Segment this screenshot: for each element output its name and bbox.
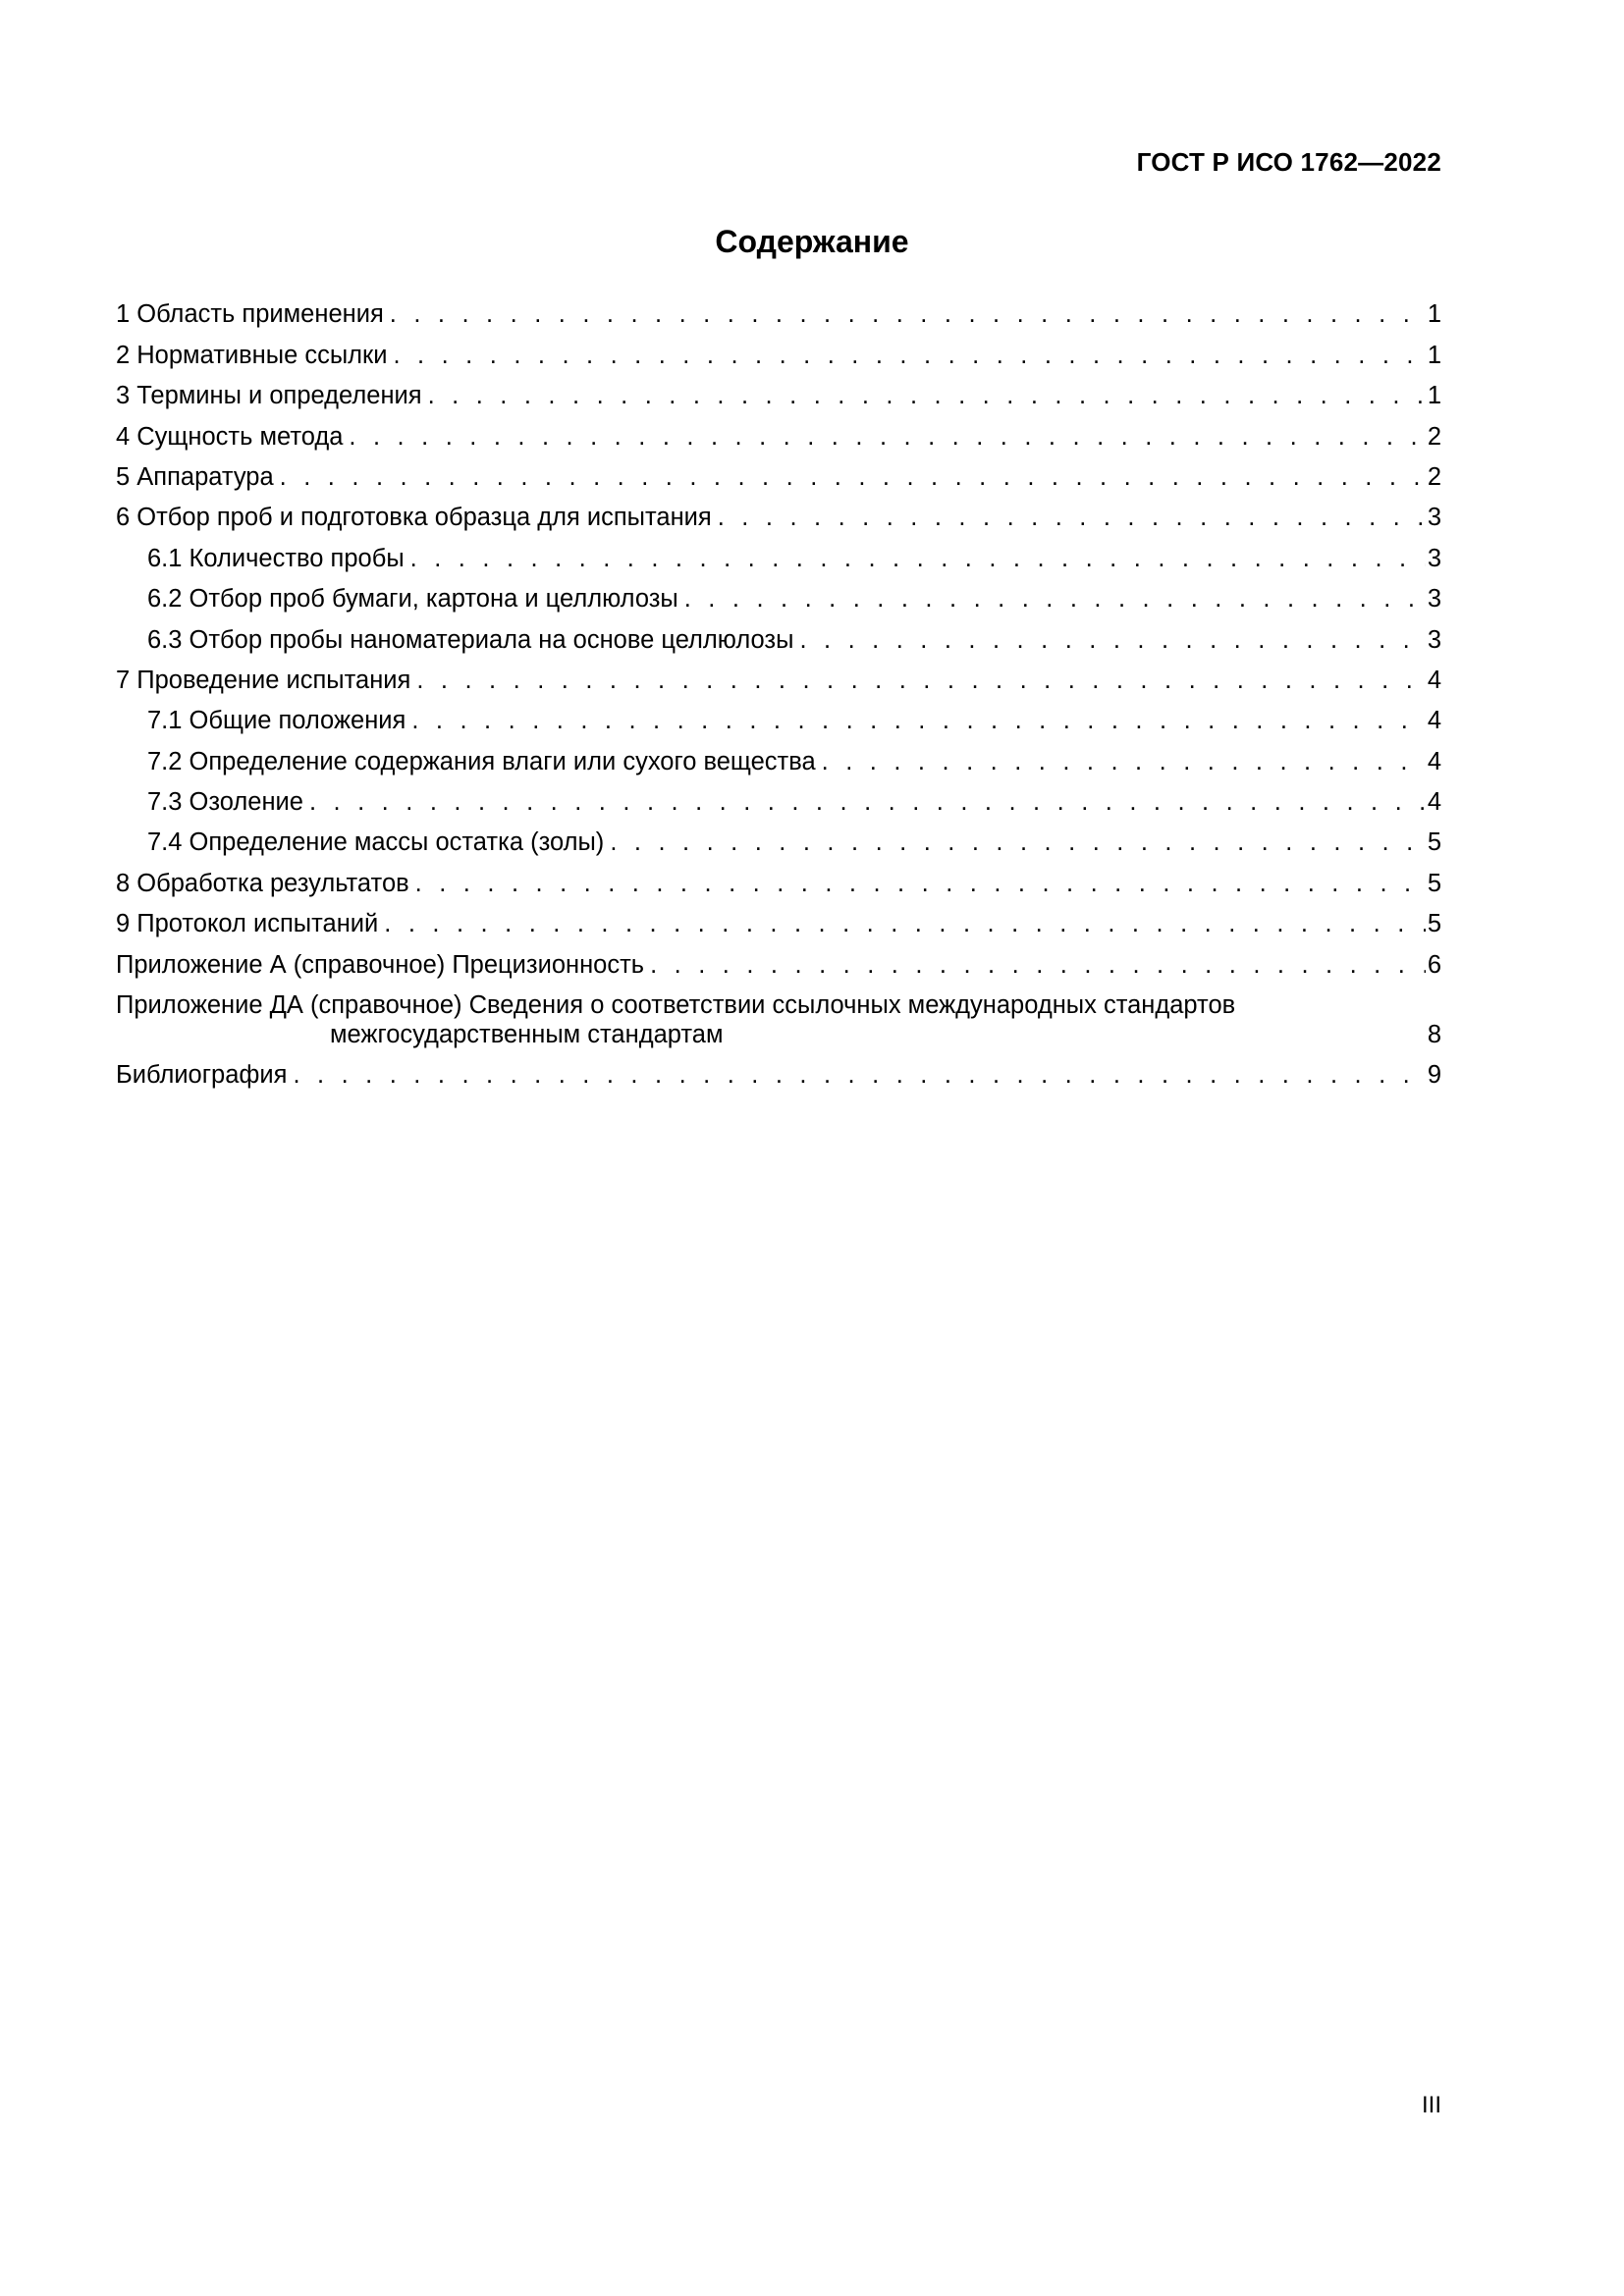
toc-entry-sampling[interactable]: [116, 491, 1441, 531]
toc-entry-page: 3: [1427, 625, 1441, 654]
toc-entry-page: 4: [1427, 747, 1441, 775]
toc-dot-leader: [428, 382, 1426, 409]
toc-entry-label: 5 Аппаратура: [116, 462, 274, 491]
table-of-contents: [116, 288, 1441, 1089]
toc-entry-label: 7 Проведение испытания: [116, 666, 411, 694]
toc-entry-page: 4: [1427, 666, 1441, 694]
toc-dot-leader: [393, 342, 1425, 369]
toc-entry-label-line1: Приложение ДА (справочное) Сведения о соответствии ссылочных международных стандартов: [116, 991, 1236, 1020]
toc-entry-page: 6: [1427, 950, 1441, 979]
toc-title: Содержание: [715, 224, 909, 259]
toc-entry-page: 1: [1427, 300, 1441, 329]
toc-entry-label: 2 Нормативные ссылки: [116, 341, 388, 369]
toc-dot-leader: [384, 910, 1426, 937]
toc-entry-principle[interactable]: [116, 409, 1441, 450]
toc-entry-annex-da[interactable]: [116, 979, 1441, 1048]
toc-dot-leader: [280, 463, 1426, 491]
toc-dot-leader: [415, 870, 1426, 897]
toc-entry-page: 4: [1427, 707, 1441, 735]
toc-entry-residue-mass[interactable]: [116, 816, 1441, 856]
toc-dot-leader: [650, 951, 1426, 979]
toc-dot-leader: [411, 707, 1425, 734]
toc-entry-bibliography[interactable]: [116, 1048, 1441, 1089]
toc-entry-label: 7.2 Определение содержания влаги или сухого вещества: [147, 747, 816, 775]
toc-entry-label: 9 Протокол испытаний: [116, 910, 379, 938]
toc-entry-page: 1: [1427, 341, 1441, 369]
toc-dot-leader: [349, 423, 1425, 451]
toc-entry-label: 7.4 Определение массы остатка (золы): [147, 828, 605, 857]
toc-entry-page: 5: [1427, 869, 1441, 897]
toc-entry-page: 3: [1427, 544, 1441, 572]
toc-dot-leader: [799, 626, 1425, 654]
toc-entry-test-report[interactable]: [116, 897, 1441, 937]
toc-entry-moisture[interactable]: [116, 734, 1441, 774]
toc-entry-label: Приложение А (справочное) Прецизионность: [116, 950, 645, 979]
toc-dot-leader: [309, 788, 1426, 816]
toc-dot-leader: [610, 828, 1426, 856]
toc-entry-scope[interactable]: [116, 288, 1441, 328]
toc-entry-label: 3 Термины и определения: [116, 382, 422, 410]
toc-entry-page: 5: [1427, 910, 1441, 938]
toc-entry-label: 6.1 Количество пробы: [147, 544, 405, 572]
toc-entry-sampling-nanomaterial[interactable]: [116, 613, 1441, 653]
toc-entry-label: 6 Отбор проб и подготовка образца для испытания: [116, 504, 712, 532]
toc-entry-page: 9: [1427, 1061, 1441, 1090]
toc-dot-leader: [293, 1061, 1425, 1089]
toc-entry-label: Библиография: [116, 1061, 288, 1090]
toc-entry-label: 6.2 Отбор проб бумаги, картона и целлюлозы: [147, 585, 678, 614]
toc-entry-page: 3: [1427, 585, 1441, 614]
toc-entry-page: 2: [1427, 462, 1441, 491]
toc-entry-page: 3: [1427, 504, 1441, 532]
toc-entry-label: 8 Обработка результатов: [116, 869, 409, 897]
toc-entry-sample-quantity[interactable]: [116, 531, 1441, 571]
toc-entry-general[interactable]: [116, 694, 1441, 734]
toc-entry-annex-a[interactable]: [116, 937, 1441, 978]
toc-entry-page: 4: [1427, 788, 1441, 817]
toc-entry-apparatus[interactable]: [116, 451, 1441, 491]
toc-dot-leader: [390, 300, 1426, 328]
toc-entry-page: 2: [1427, 422, 1441, 451]
toc-dot-leader: [410, 545, 1426, 572]
toc-entry-page: 5: [1427, 828, 1441, 857]
toc-entry-ashing[interactable]: [116, 775, 1441, 816]
toc-entry-label-line2: межгосударственным стандартам: [330, 1021, 724, 1049]
toc-entry-label: 1 Область применения: [116, 300, 384, 329]
toc-entry-page: 8: [1427, 1021, 1441, 1049]
toc-dot-leader: [416, 667, 1425, 694]
toc-entry-normative-references[interactable]: [116, 328, 1441, 368]
toc-entry-page: 1: [1427, 382, 1441, 410]
toc-dot-leader: [822, 748, 1426, 775]
toc-entry-procedure[interactable]: [116, 654, 1441, 694]
toc-dot-leader: [718, 504, 1426, 531]
toc-entry-label: 7.1 Общие положения: [147, 707, 406, 735]
toc-entry-sampling-paper[interactable]: [116, 572, 1441, 613]
toc-entry-results[interactable]: [116, 856, 1441, 896]
document-code: ГОСТ Р ИСО 1762—2022: [1136, 147, 1441, 177]
toc-dot-leader: [684, 585, 1426, 613]
toc-entry-label: 4 Сущность метода: [116, 422, 344, 451]
page-number: III: [1421, 2092, 1441, 2118]
toc-entry-continuation: [116, 1019, 1441, 1048]
toc-entry-label: 6.3 Отбор пробы наноматериала на основе целлюлозы: [147, 625, 794, 654]
toc-entry-label: 7.3 Озоление: [147, 788, 303, 817]
toc-entry-terms[interactable]: [116, 369, 1441, 409]
